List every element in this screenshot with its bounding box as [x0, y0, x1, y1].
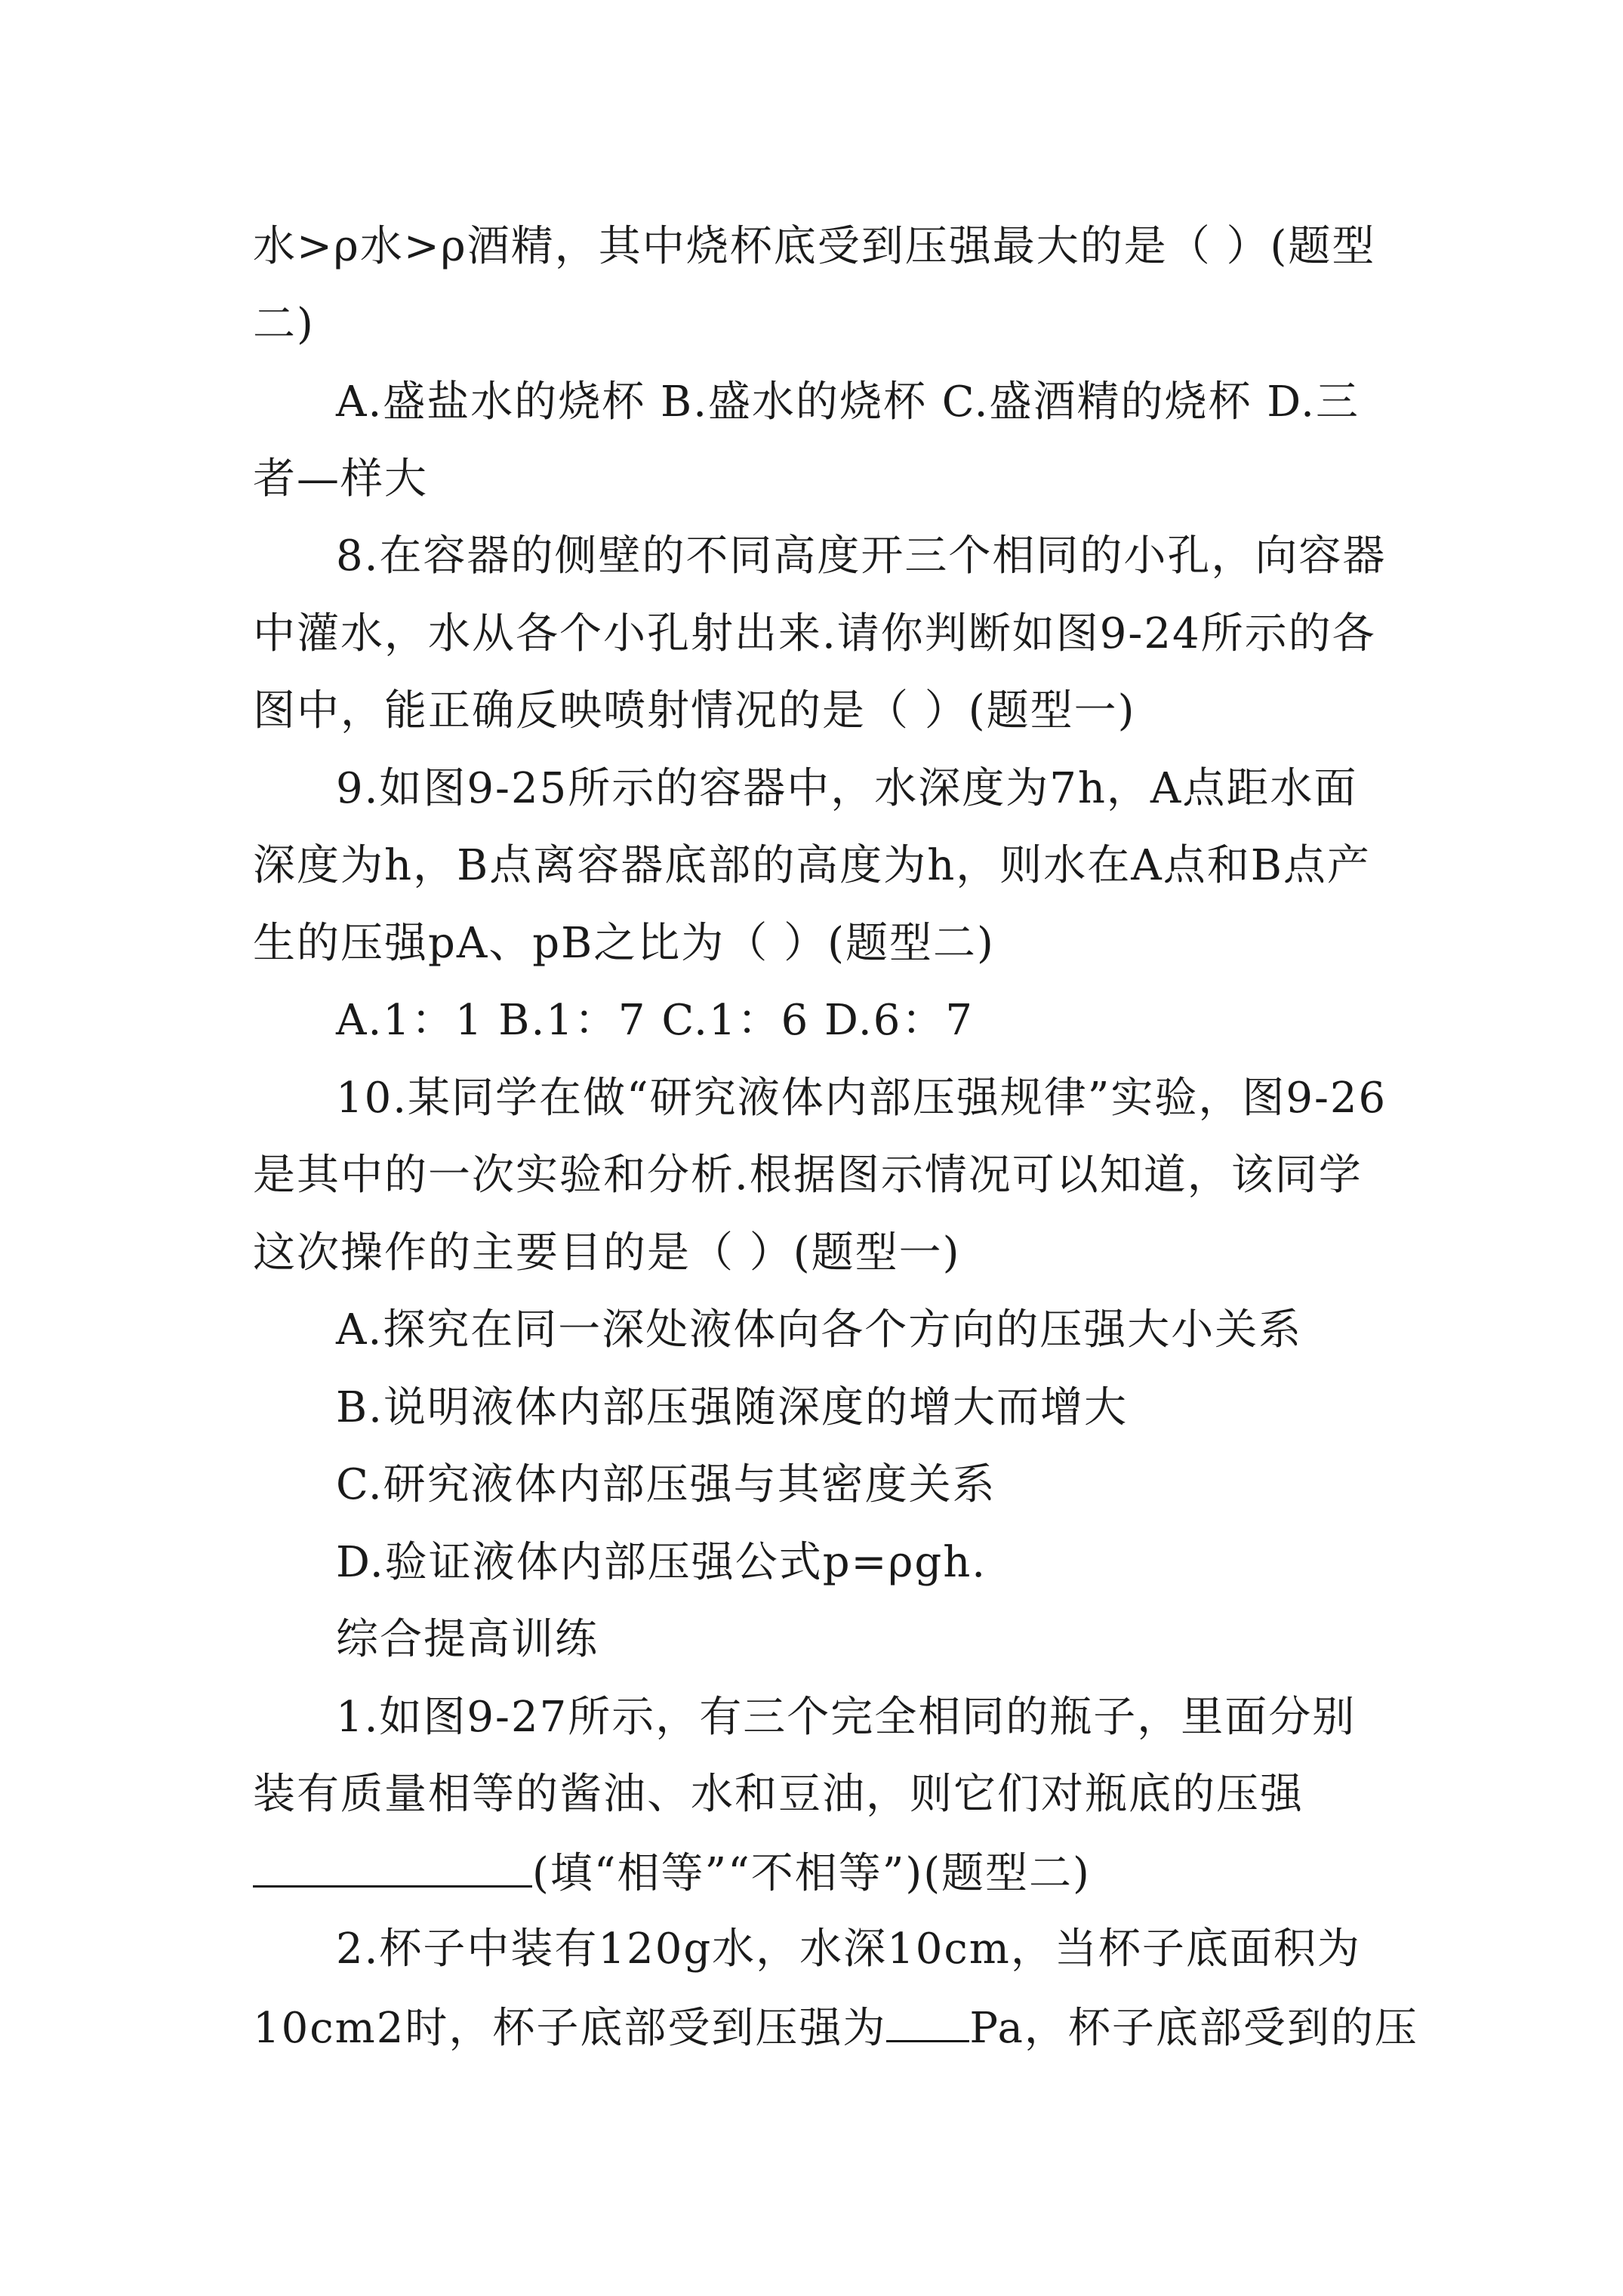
- section-heading: 综合提高训练: [336, 1615, 599, 1664]
- text-fragment: 10cm2时，杯子底部受到压强为: [253, 2004, 887, 2053]
- question-9-options: A.1：1 B.1：7 C.1：6 D.6：7: [336, 996, 974, 1045]
- text-line: 中灌水，水从各个小孔射出来.请你判断如图9-24所示的各: [253, 609, 1376, 658]
- answer-blank: [886, 1993, 969, 2042]
- question-7-options: A.盛盐水的烧杯 B.盛水的烧杯 C.盛酒精的烧杯 D.三: [336, 378, 1360, 427]
- text-line: 二): [253, 300, 315, 349]
- exercise-1: 1.如图9-27所示，有三个完全相同的瓶子，里面分别: [336, 1693, 1357, 1742]
- question-10: 10.某同学在做“研究液体内部压强规律”实验，图9-26: [336, 1074, 1387, 1123]
- text-line: 装有质量相等的酱油、水和豆油，则它们对瓶底的压强: [253, 1770, 1304, 1819]
- text-line: 这次操作的主要目的是（ ）(题型一): [253, 1228, 961, 1277]
- question-10-option-a: A.探究在同一深处液体向各个方向的压强大小关系: [336, 1305, 1303, 1354]
- question-10-option-c: C.研究液体内部压强与其密度关系: [336, 1460, 996, 1509]
- text-line: 水>ρ水>ρ酒精，其中烧杯底受到压强最大的是（ ）(题型: [253, 222, 1376, 271]
- question-9: 9.如图9-25所示的容器中，水深度为7h，A点距水面: [336, 764, 1358, 813]
- answer-blank: [253, 1838, 532, 1888]
- text-fragment: Pa，杯子底部受到的压: [969, 2004, 1418, 2053]
- text-line: 深度为h，B点离容器底部的高度为h，则水在A点和B点产: [253, 841, 1371, 890]
- text-line-with-blank: [253, 1993, 1418, 2061]
- text-line-with-blank: [253, 1838, 1091, 1906]
- text-line: 图中，能正确反映喷射情况的是（ ）(题型一): [253, 686, 1136, 735]
- text-line: 是其中的一次实验和分析.根据图示情况可以知道，该同学: [253, 1151, 1363, 1200]
- text-line: 生的压强pA、pB之比为（ ）(题型二): [253, 919, 995, 968]
- question-10-option-d: D.验证液体内部压强公式p=ρgh.: [336, 1538, 987, 1587]
- exercise-2: 2.杯子中装有120g水，水深10cm，当杯子底面积为: [336, 1925, 1361, 1974]
- text-fragment: (填“相等”“不相等”)(题型二): [532, 1849, 1091, 1898]
- question-10-option-b: B.说明液体内部压强随深度的增大而增大: [336, 1383, 1128, 1432]
- text-line: 者—样大: [253, 455, 428, 504]
- question-8: 8.在容器的侧壁的不同高度开三个相同的小孔，向容器: [336, 532, 1387, 581]
